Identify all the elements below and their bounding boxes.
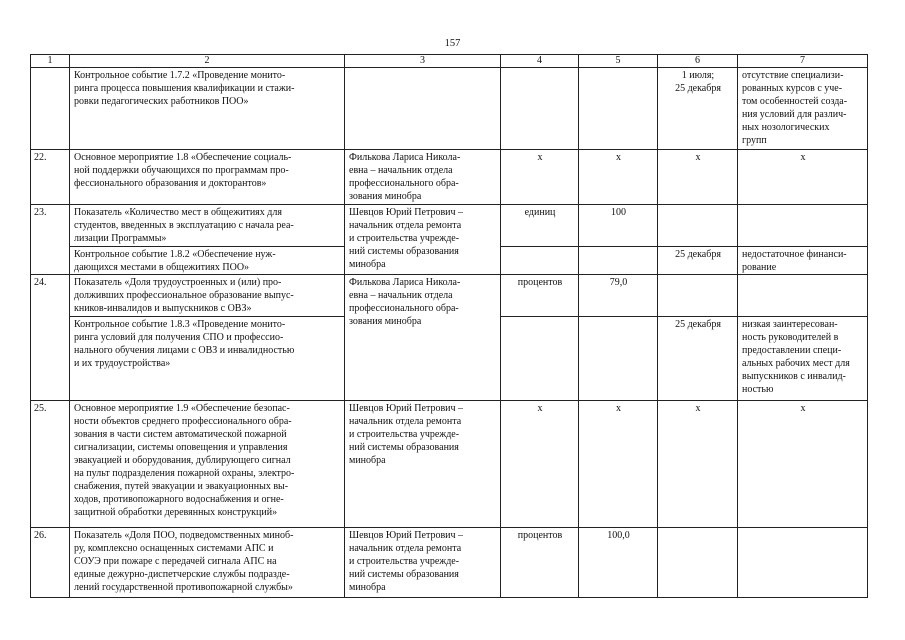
- value-cell: [579, 317, 658, 401]
- event-date: x: [658, 401, 738, 528]
- event-date: [658, 275, 738, 317]
- table-row: [31, 528, 868, 598]
- col-6-header: 6: [658, 55, 738, 68]
- row-number: 24.: [31, 275, 70, 401]
- responsible-person: [345, 68, 501, 150]
- risk-description: отсутствие специализи- рованных курсов с уче- том особенностей созда- ния условий для различ- ных нозологических групп: [738, 68, 868, 150]
- responsible-person: Шевцов Юрий Петрович – начальник отдела ремонта и строительства учрежде- ний системы образования минобра: [345, 401, 501, 528]
- event-date: [658, 528, 738, 598]
- row-number: [31, 68, 70, 150]
- event-description: Контрольное событие 1.8.2 «Обеспечение нуж- дающихся местами в общежитиях ПОО»: [70, 247, 345, 275]
- responsible-person: Шевцов Юрий Петрович – начальник отдела ремонта и строительства учрежде- ний системы образования минобра: [345, 205, 501, 275]
- value-cell: x: [579, 401, 658, 528]
- col-2-header: 2: [70, 55, 345, 68]
- table-row: [31, 401, 868, 528]
- risk-description: недостаточное финанси- рование: [738, 247, 868, 275]
- activity-description: Основное мероприятие 1.9 «Обеспечение безопас- ности объектов среднего профессионального обра- зования в части систем автоматической пожарной сигнализации, системы оповещения и управления эвакуацией и оборудования, дублирующего сигнал на пульт подразделения пожарной охраны, электро- снабжения, путей эвакуации и эвакуационных вы- ходов, противопожарного водоснабжения и огне- защитной обработки деревянных конструкций»: [70, 401, 345, 528]
- value-cell: x: [579, 150, 658, 205]
- table-row: [31, 68, 868, 150]
- unit-cell: x: [501, 401, 579, 528]
- responsible-person: Филькова Лариса Никола- евна – начальник отдела профессионального обра- зования минобра: [345, 150, 501, 205]
- col-3-header: 3: [345, 55, 501, 68]
- event-description: Контрольное событие 1.8.3 «Проведение монито- ринга условий для получения СПО и профессио- нального обучения лицами с ОВЗ и инвалидностью и их трудоустройства»: [70, 317, 345, 401]
- table-row: [31, 275, 868, 317]
- responsible-person: Шевцов Юрий Петрович – начальник отдела ремонта и строительства учрежде- ний системы образования минобра: [345, 528, 501, 598]
- risk-description: x: [738, 401, 868, 528]
- unit-cell: [501, 317, 579, 401]
- value-cell: [579, 247, 658, 275]
- table-row: [31, 205, 868, 247]
- indicator-description: Показатель «Количество мест в общежитиях для студентов, введенных в эксплуатацию с начала реа- лизации Программы»: [70, 205, 345, 247]
- unit-cell: [501, 68, 579, 150]
- event-date: 1 июля; 25 декабря: [658, 68, 738, 150]
- risk-description: низкая заинтересован- ность руководителей в предоставлении специ- альных рабочих мест для выпускников с инвалид- ностью: [738, 317, 868, 401]
- page-number: 157: [444, 38, 461, 49]
- value-cell: 100: [579, 205, 658, 247]
- activity-description: Основное мероприятие 1.8 «Обеспечение социаль- ной поддержки обучающихся по программам про- фессионального образования и докторантов»: [70, 150, 345, 205]
- risk-description: [738, 275, 868, 317]
- column-number-header: [31, 55, 868, 68]
- col-7-header: 7: [738, 55, 868, 68]
- col-5-header: 5: [579, 55, 658, 68]
- risk-description: [738, 528, 868, 598]
- value-cell: 100,0: [579, 528, 658, 598]
- row-number: 23.: [31, 205, 70, 275]
- table-row: [31, 150, 868, 205]
- event-date: 25 декабря: [658, 247, 738, 275]
- responsible-person: Филькова Лариса Никола- евна – начальник отдела профессионального обра- зования минобра: [345, 275, 501, 401]
- row-number: 26.: [31, 528, 70, 598]
- risk-description: [738, 205, 868, 247]
- col-4-header: 4: [501, 55, 579, 68]
- unit-cell: x: [501, 150, 579, 205]
- event-description: Контрольное событие 1.7.2 «Проведение монито- ринга процесса повышения квалификации и стажи- ровки педагогических работников ПОО»: [70, 68, 345, 150]
- program-table: [30, 54, 868, 598]
- event-date: 25 декабря: [658, 317, 738, 401]
- indicator-description: Показатель «Доля трудоустроенных и (или) про- долживших профессиональное образование выпус- кников-инвалидов и выпускников с ОВЗ»: [70, 275, 345, 317]
- unit-cell: процентов: [501, 528, 579, 598]
- unit-cell: [501, 247, 579, 275]
- value-cell: 79,0: [579, 275, 658, 317]
- risk-description: x: [738, 150, 868, 205]
- indicator-description: Показатель «Доля ПОО, подведомственных миноб- ру, комплексно оснащенных системами АПС и СОУЭ при пожаре с передачей сигнала АПС на единые дежурно-диспетчерские службы подразде- лений государственной противопожарной службы»: [70, 528, 345, 598]
- unit-cell: единиц: [501, 205, 579, 247]
- col-1-header: 1: [31, 55, 70, 68]
- event-date: x: [658, 150, 738, 205]
- event-date: [658, 205, 738, 247]
- row-number: 25.: [31, 401, 70, 528]
- row-number: 22.: [31, 150, 70, 205]
- value-cell: [579, 68, 658, 150]
- unit-cell: процентов: [501, 275, 579, 317]
